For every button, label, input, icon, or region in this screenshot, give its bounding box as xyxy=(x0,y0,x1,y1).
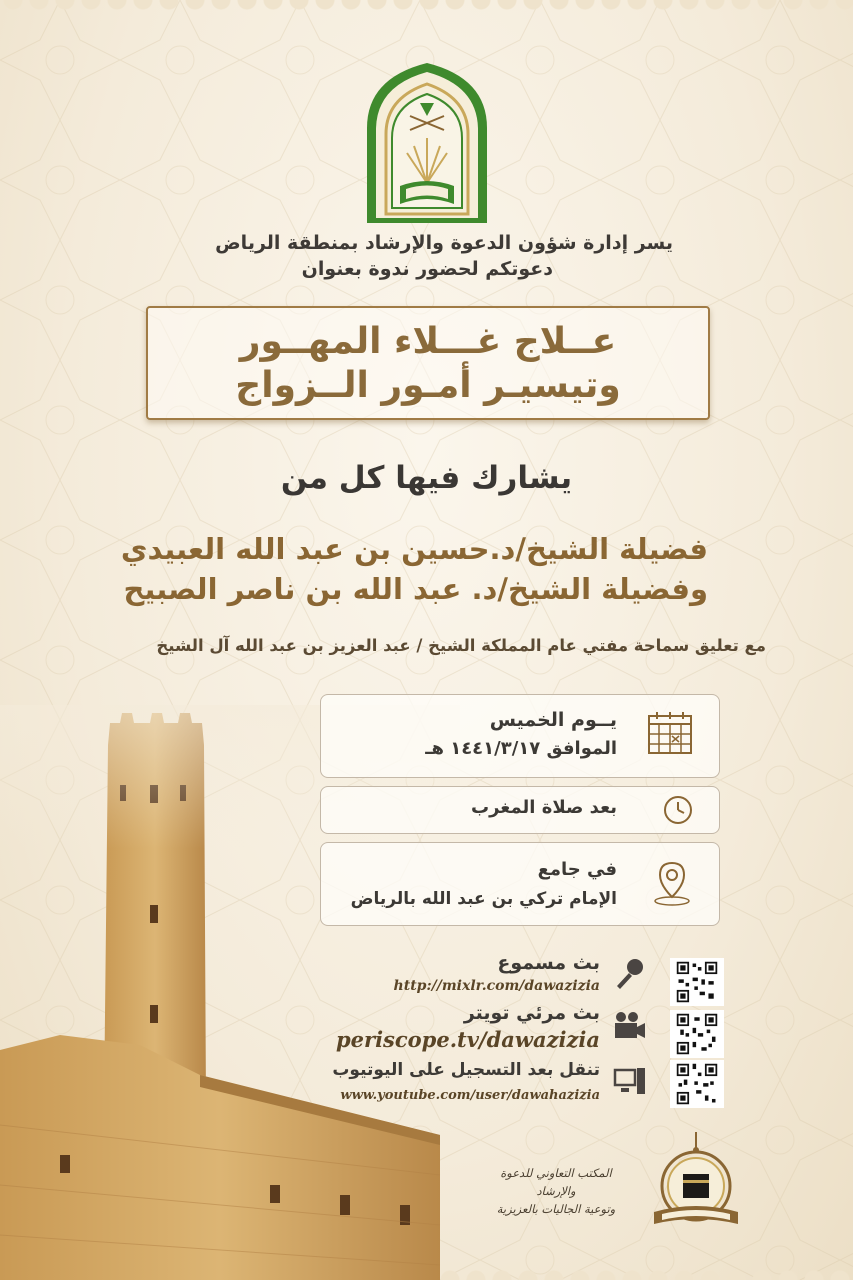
cooperative-office-logo xyxy=(646,1130,746,1234)
office-name-line-2: وتوعية الجاليات بالعزيزية xyxy=(496,1202,616,1216)
participants-heading: يشارك فيها كل من xyxy=(280,460,573,496)
seminar-title-box xyxy=(146,306,710,420)
office-name xyxy=(481,1164,631,1218)
intro-line-2: دعوتكم لحضور ندوة بعنوان xyxy=(301,258,553,280)
clock-icon xyxy=(663,795,693,825)
video-broadcast-label: بث مرئي تويتر xyxy=(463,1002,600,1024)
periscope-link[interactable]: periscope.tv/dawazizia xyxy=(335,1027,600,1052)
qr-code-audio[interactable] xyxy=(670,958,724,1006)
date-card xyxy=(320,694,720,778)
event-day: يــوم الخميس xyxy=(489,709,617,731)
seminar-title-line-1: عــلاج غـــلاء المهــور xyxy=(239,321,617,362)
qr-code-periscope[interactable] xyxy=(670,1010,724,1058)
computer-icon xyxy=(613,1066,647,1098)
audio-broadcast-label: بث مسموع xyxy=(497,952,600,974)
event-time: بعد صلاة المغرب xyxy=(471,797,617,818)
ministry-emblem-logo xyxy=(362,58,492,228)
location-pin-icon xyxy=(651,859,693,907)
microphone-icon xyxy=(613,956,647,990)
calendar-icon xyxy=(647,711,693,755)
intro-text xyxy=(153,230,673,282)
qr-code-youtube[interactable] xyxy=(670,1060,724,1108)
youtube-link[interactable]: www.youtube.com/user/dawahazizia xyxy=(340,1088,600,1103)
venue-name: الإمام تركي بن عبد الله بالرياض xyxy=(350,889,617,909)
venue-prefix: في جامع xyxy=(537,859,617,880)
audio-broadcast-link[interactable]: http://mixlr.com/dawazizia xyxy=(393,978,600,994)
speaker-1: فضيلة الشيخ/د.حسين بن عبد الله العبيدي xyxy=(120,532,708,566)
scalloped-edge-top xyxy=(0,0,853,22)
location-card xyxy=(320,842,720,926)
seminar-title-line-2: وتيسيـر أمـور الــزواج xyxy=(235,365,621,406)
mufti-comment: مع تعليق سماحة مفتي عام المملكة الشيخ / عبد العزيز بن عبد الله آل الشيخ xyxy=(156,636,766,655)
time-card xyxy=(320,786,720,834)
speaker-2: وفضيلة الشيخ/د. عبد الله بن ناصر الصبيح xyxy=(123,572,708,606)
office-name-line-1: المكتب التعاوني للدعوة والإرشاد xyxy=(500,1166,612,1198)
intro-line-1: يسر إدارة شؤون الدعوة والإرشاد بمنطقة الرياض xyxy=(215,232,673,254)
video-camera-icon xyxy=(611,1010,647,1040)
youtube-label: تنقل بعد التسجيل على اليوتيوب xyxy=(332,1060,600,1080)
event-date: الموافق ١٤٤١/٣/١٧ هـ xyxy=(425,738,617,759)
